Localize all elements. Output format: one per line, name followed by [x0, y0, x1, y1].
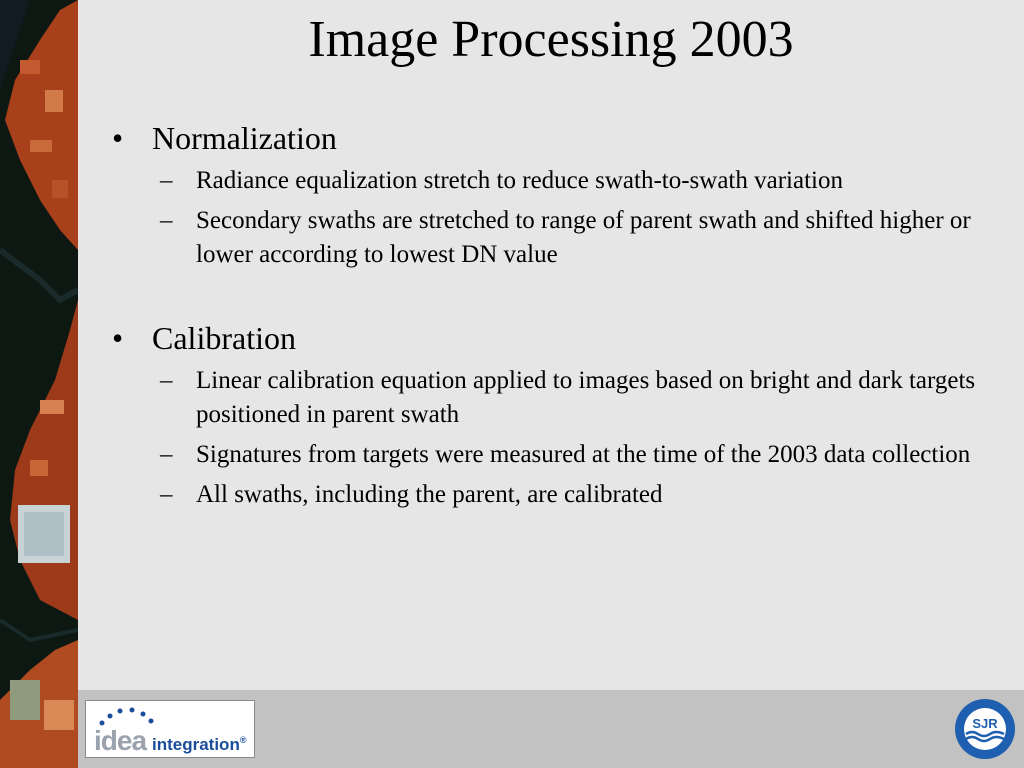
sub-item	[160, 364, 982, 432]
spacer	[112, 272, 982, 318]
logo-dots-icon	[96, 705, 156, 727]
bullet-calibration	[112, 318, 982, 358]
bullet-marker: •	[112, 120, 124, 156]
sub-item-text: Linear calibration equation applied to images based on bright and dark targets positioned in parent swath	[196, 367, 976, 428]
sub-item	[160, 164, 982, 198]
sjrwmd-seal-logo	[954, 698, 1016, 760]
logo-registered-mark: ®	[239, 735, 247, 745]
sub-item-text: Radiance equalization stretch to reduce swath-to-swath variation	[196, 167, 843, 194]
sub-item	[160, 438, 982, 472]
sub-item-text: Signatures from targets were measured at the time of the 2003 data collection	[196, 441, 971, 468]
sub-item-text: Secondary swaths are stretched to range of parent swath and shifted higher or lower according to lowest DN value	[196, 207, 971, 268]
logo-integration-word: integration	[152, 735, 240, 754]
bullet-normalization	[112, 118, 982, 158]
slide-content	[112, 118, 982, 512]
idea-integration-logo	[85, 700, 255, 758]
logo-text-integration	[152, 735, 246, 755]
seal-text: SJR	[972, 716, 998, 731]
sub-item	[160, 204, 982, 272]
bullet-label: Calibration	[152, 320, 296, 356]
dash-marker: –	[160, 441, 173, 468]
logo-text-idea: idea	[94, 725, 147, 756]
bullet-label: Normalization	[152, 120, 337, 156]
dash-marker: –	[160, 367, 173, 394]
bullet-marker: •	[112, 320, 124, 356]
sub-item-text: All swaths, including the parent, are calibrated	[196, 481, 663, 508]
slide-title: Image Processing 2003	[308, 11, 794, 68]
sub-item	[160, 478, 982, 512]
footer-bar	[78, 690, 1024, 768]
dash-marker: –	[160, 481, 173, 508]
satellite-image	[0, 0, 78, 768]
dash-marker: –	[160, 207, 173, 234]
dash-marker: –	[160, 167, 173, 194]
satellite-image-strip	[0, 0, 78, 768]
